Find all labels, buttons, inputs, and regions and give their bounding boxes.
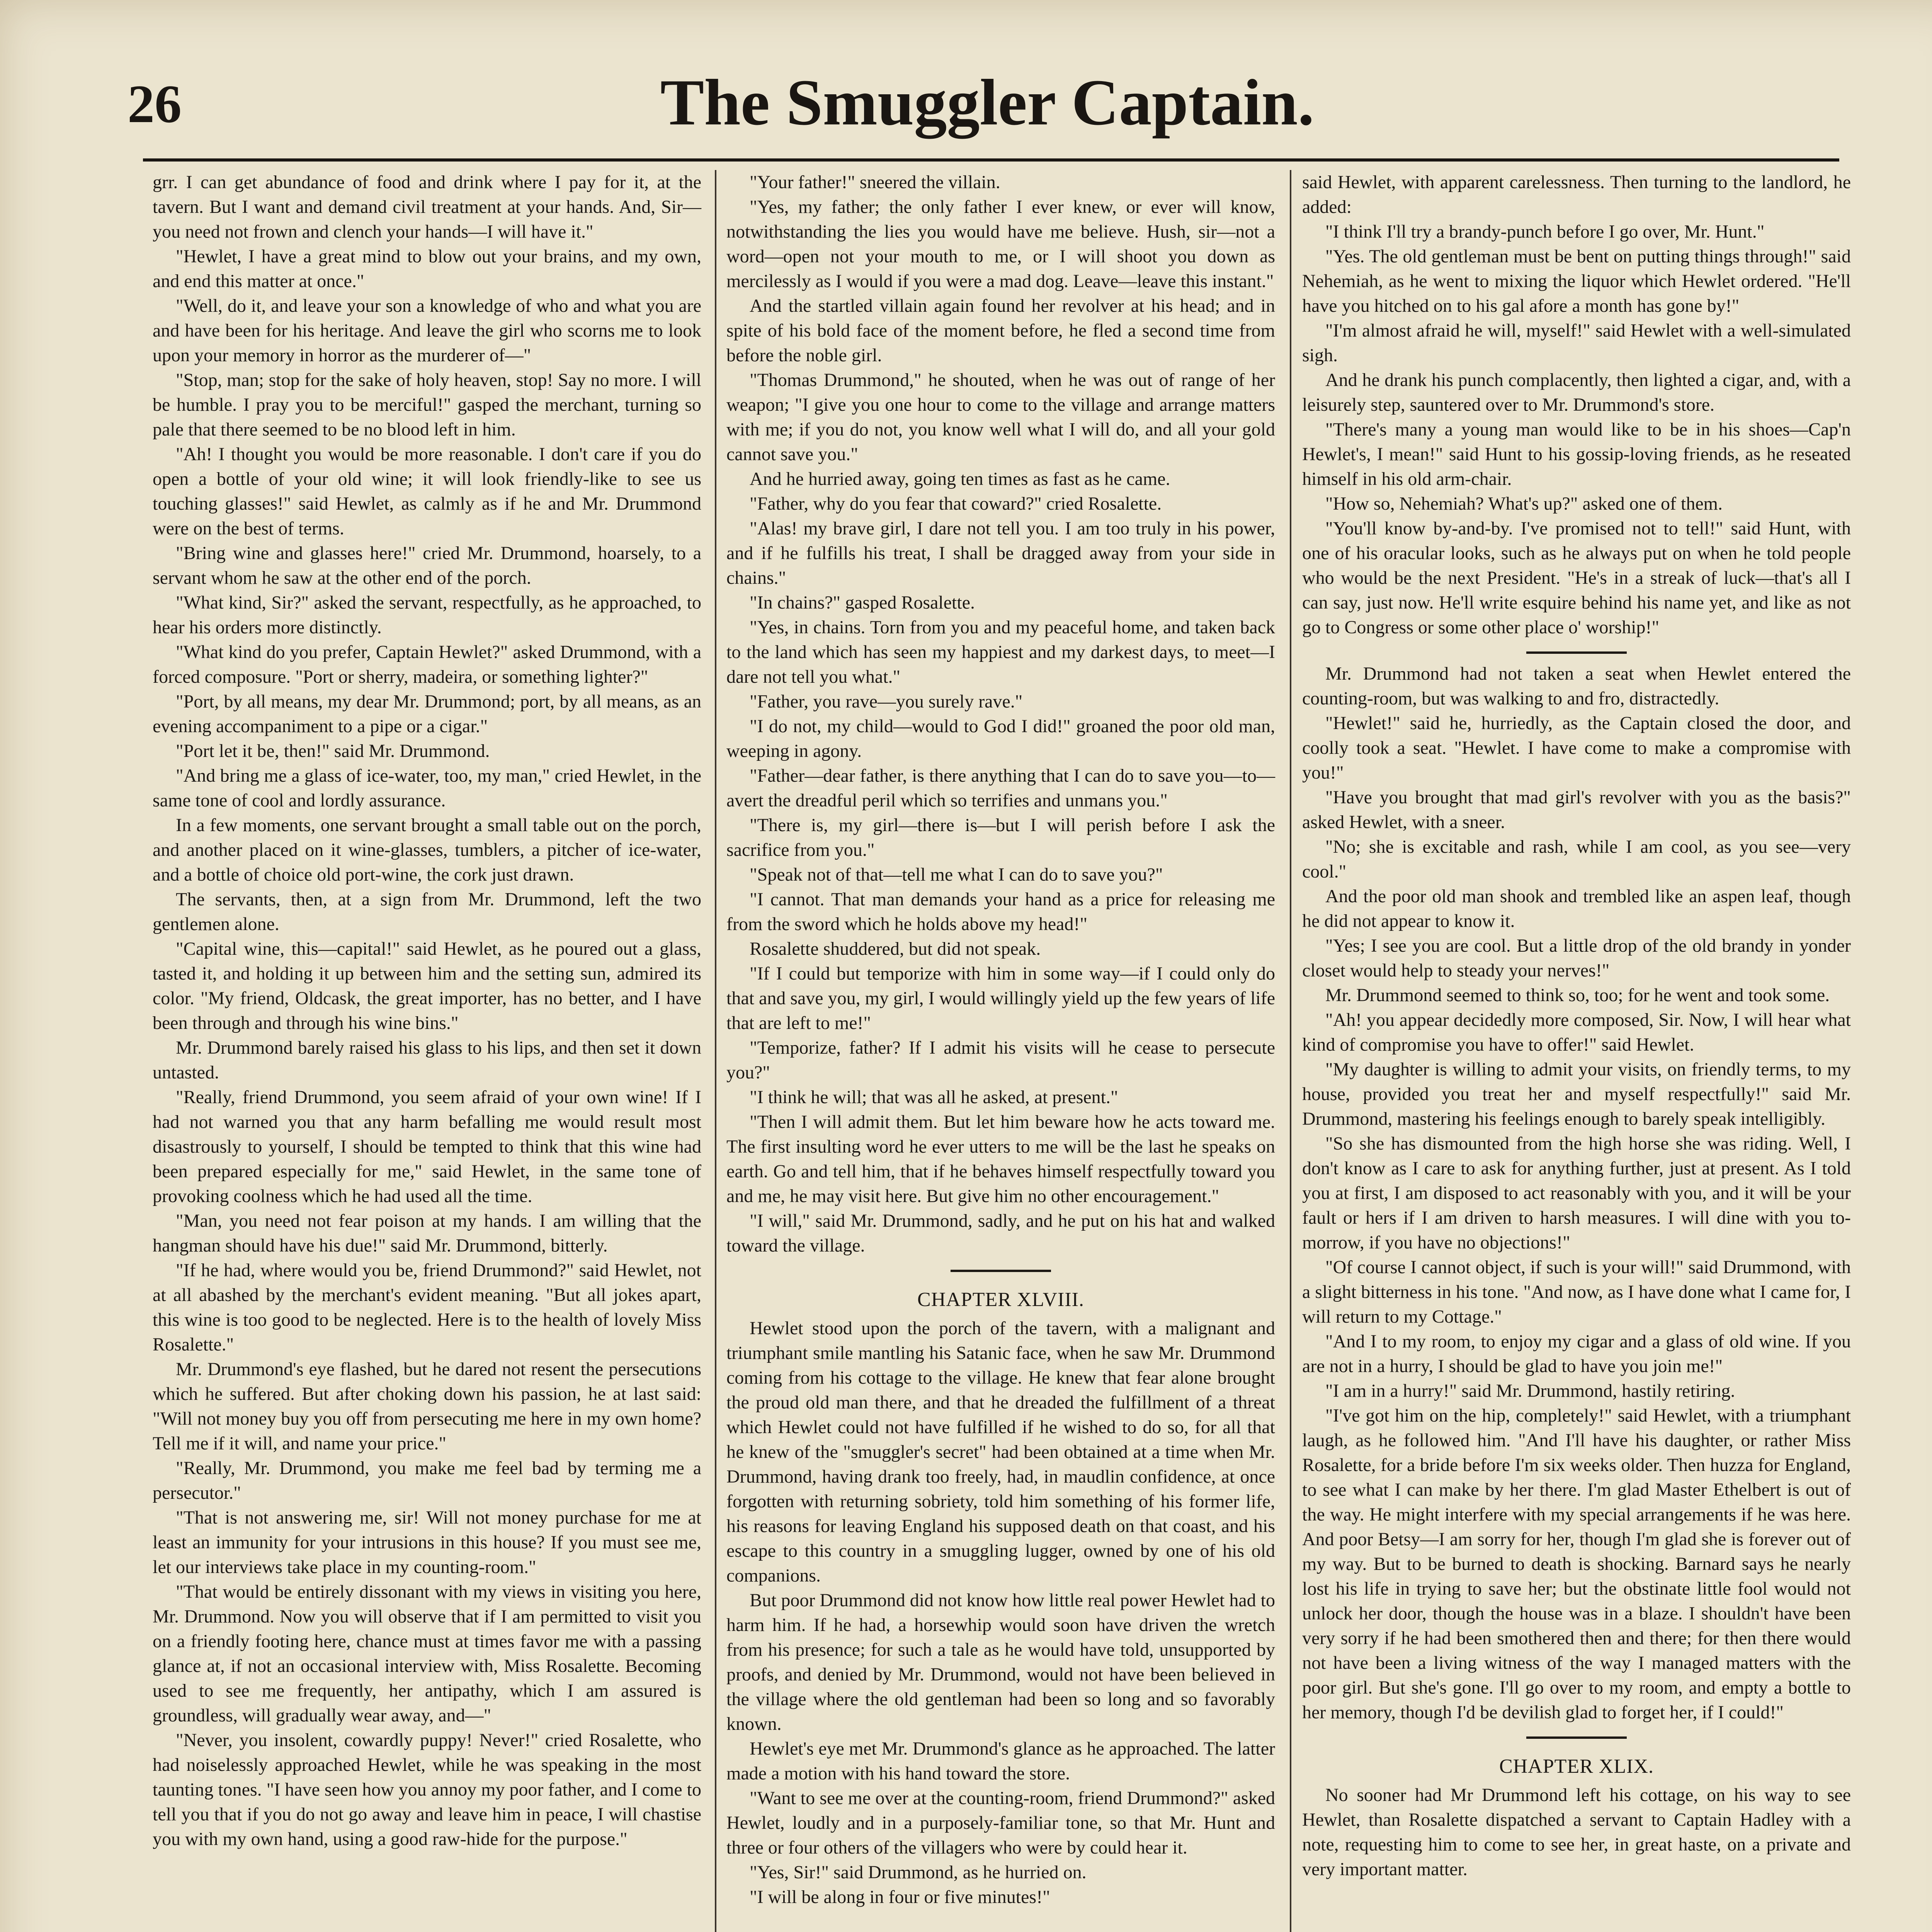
paragraph: "My daughter is willing to admit your visits, on friendly terms, to my house, provided you treat her and myself respectfully!" said Mr. Drummond, mastering his feelings enough to barely speak intelligibly. — [1302, 1059, 1851, 1129]
paragraph: Mr. Drummond seemed to think so, too; for he went and took some. — [1325, 985, 1830, 1005]
paragraph: And the startled villain again found her revolver at his head; and in spite of his bold face of the moment before, he fled a second time from before the noble girl. — [726, 296, 1275, 366]
paragraph: Mr. Drummond had not taken a seat when Hewlet entered the counting-room, but was walking to and fro, distractedly. — [1302, 663, 1851, 709]
paragraph: Mr. Drummond's eye flashed, but he dared not resent the persecutions which he suffered. But after choking down his passion, he at last said: "Will not money buy you off from persecuting me here in my own home? Tell me if it will, and name your price." — [153, 1359, 701, 1454]
paragraph: "Capital wine, this—capital!" said Hewlet, as he poured out a glass, tasted it, and holding it up between him and the setting sun, admired its color. "My friend, Oldcask, the great importer, has no better, and I have been through and through his wine bins." — [153, 939, 701, 1033]
paragraph: "Yes, in chains. Torn from you and my peaceful home, and taken back to the land which has seen my happiest and my darkest days, to meet—I dare not tell you what." — [726, 617, 1275, 687]
paragraph: "Well, do it, and leave your son a knowledge of who and what you are and have been for his heritage. And leave the girl who scorns me to look upon your memory in horror as the murderer of—" — [153, 296, 701, 366]
paragraph: "There's many a young man would like to be in his shoes—Cap'n Hewlet's, I mean!" said Hunt to his gossip-loving friends, as he reseated himself in his old arm-chair. — [1302, 419, 1851, 489]
paragraph: "Hewlet, I have a great mind to blow out your brains, and my own, and end this matter at once." — [153, 246, 701, 291]
paragraph: Hewlet's eye met Mr. Drummond's glance as he approached. The latter made a motion with his hand toward the store. — [726, 1738, 1275, 1784]
paragraph: "Yes, my father; the only father I ever knew, or ever will know, notwithstanding the lies you would have me believe. Hush, sir—not a word—open not your mouth to me, or I will shoot you down as mercilessly as I would if you were a mad dog. Leave—leave this instant." — [726, 197, 1275, 291]
paragraph: "If I could but temporize with him in some way—if I could only do that and save you, my girl, I would willingly yield up the few years of life that are left to me!" — [726, 963, 1275, 1033]
paragraph: "I am in a hurry!" said Mr. Drummond, hastily retiring. — [1325, 1381, 1735, 1401]
paragraph: "I think he will; that was all he asked, at present." — [750, 1087, 1118, 1107]
paragraph: And he drank his punch complacently, then lighted a cigar, and, with a leisurely step, sauntered over to Mr. Drummond's store. — [1302, 370, 1851, 415]
section-separator — [1526, 651, 1627, 654]
paragraph: "No; she is excitable and rash, while I am cool, as you see—very cool." — [1302, 837, 1851, 882]
paragraph: "And bring me a glass of ice-water, too, my man," cried Hewlet, in the same tone of cool and lordly assurance. — [153, 765, 701, 811]
paragraph: "Really, Mr. Drummond, you make me feel bad by terming me a persecutor." — [153, 1458, 701, 1503]
paragraph: "Then I will admit them. But let him beware how he acts toward me. The first insulting word he ever utters to me will be the last he speaks on earth. Go and tell him, that if he behaves himself respectfully toward you and me, he may visit here. But give him no other encouragement." — [726, 1112, 1275, 1206]
header-rule — [143, 158, 1839, 162]
paragraph: "Really, friend Drummond, you seem afraid of your own wine! If I had not warned you that any harm befalling me would result most disastrously to yourself, I should be tempted to think that this wine had been prepared especially for me," said Hewlet, in the same tone of provoking coolness which he had used all the time. — [153, 1087, 701, 1206]
text-column-1 — [153, 170, 701, 1852]
chapter-heading: CHAPTER XLIX. — [1499, 1755, 1654, 1777]
paragraph: "I will," said Mr. Drummond, sadly, and he put on his hat and walked toward the village. — [726, 1211, 1275, 1256]
text-column-2 — [726, 170, 1275, 1910]
paragraph: "Temporize, father? If I admit his visits will he cease to persecute you?" — [726, 1037, 1275, 1083]
paragraph: And he hurried away, going ten times as fast as he came. — [750, 469, 1170, 489]
paragraph: "That is not answering me, sir! Will not money purchase for me at least an immunity for your intrusions in this house? If you must see me, let our interviews take place in my counting-room." — [153, 1507, 701, 1577]
page-title: The Smuggler Captain. — [660, 66, 1315, 139]
page-number: 26 — [128, 74, 182, 134]
paragraph: "Want to see me over at the counting-room, friend Drummond?" asked Hewlet, loudly and in a purposely-familiar tone, so that Mr. Hunt and three or four others of the villagers who were by could hear it. — [726, 1788, 1275, 1858]
paragraph: "Stop, man; stop for the sake of holy heaven, stop! Say no more. I will be humble. I pray you to be merciful!" gasped the merchant, turning so pale that there seemed to be no blood left in him. — [153, 370, 701, 440]
section-separator — [1526, 1736, 1627, 1739]
paragraph: Hewlet stood upon the porch of the tavern, with a malignant and triumphant smile mantling his Satanic face, when he saw Mr. Drummond coming from his cottage to the village. He knew that fear alone brought the proud old man there, and that he dreaded the fulfillment of a threat which Hewlet could not have fulfilled if he wished to do so, for all that he knew of the "smuggler's secret" had been obtained at a time when Mr. Drummond, having drank too freely, had, in maudlin confidence, at once forgotten with returning sobriety, told him something of his former life, his reasons for leaving England his supposed death on that coast, and his escape to this country in a smuggling lugger, owned by one of his old companions. — [726, 1318, 1275, 1586]
paragraph: "Ah! I thought you would be more reasonable. I don't care if you do open a bottle of your old wine; it will look friendly-like to see us touching glasses!" said Hewlet, as calmly as if he and Mr. Drummond were on the best of terms. — [153, 444, 701, 539]
paragraph: said Hewlet, with apparent carelessness. Then turning to the landlord, he added: — [1302, 172, 1851, 217]
paragraph: "I think I'll try a brandy-punch before I go over, Mr. Hunt." — [1325, 221, 1765, 242]
paragraph: "Of course I cannot object, if such is your will!" said Drummond, with a slight bitterness in his tone. "And now, as I have done what I came for, I will return to my Cottage." — [1302, 1257, 1851, 1327]
paragraph: "I'm almost afraid he will, myself!" said Hewlet with a well-simulated sigh. — [1302, 320, 1851, 366]
paragraph: "Alas! my brave girl, I dare not tell you. I am too truly in his power, and if he fulfills his treat, I shall be dragged away from your side in chains." — [726, 518, 1275, 588]
paragraph: "Man, you need not fear poison at my hands. I am willing that the hangman should have his due!" said Mr. Drummond, bitterly. — [153, 1211, 701, 1256]
paragraph: The servants, then, at a sign from Mr. Drummond, left the two gentlemen alone. — [153, 889, 701, 934]
paragraph: "What kind, Sir?" asked the servant, respectfully, as he approached, to hear his orders more distinctly. — [153, 592, 701, 638]
paragraph: "There is, my girl—there is—but I will perish before I ask the sacrifice from you." — [726, 815, 1275, 860]
paragraph: Rosalette shuddered, but did not speak. — [750, 939, 1041, 959]
paragraph: "How so, Nehemiah? What's up?" asked one of them. — [1325, 493, 1723, 514]
paragraph: "Never, you insolent, cowardly puppy! Never!" cried Rosalette, who had noiselessly approached Hewlet, while he was speaking in the most taunting tones. "I have seen how you annoy my poor father, and I come to tell you that if you do not go away and leave him in peace, I will chastise you with my own hand, using a good raw-hide for the purpose." — [153, 1730, 701, 1849]
paragraph: "Port, by all means, my dear Mr. Drummond; port, by all means, as an evening accompaniment to a pipe or a cigar." — [153, 691, 701, 736]
paragraph: "And I to my room, to enjoy my cigar and a glass of old wine. If you are not in a hurry, I should be glad to have you join me!" — [1302, 1331, 1851, 1376]
paragraph: "Hewlet!" said he, hurriedly, as the Captain closed the door, and coolly took a seat. "Hewlet. I have come to make a compromise with you!" — [1302, 713, 1851, 783]
section-separator — [951, 1270, 1051, 1272]
paragraph: "Yes; I see you are cool. But a little drop of the old brandy in yonder closet would help to steady your nerves!" — [1302, 935, 1851, 981]
paragraph: "Father, why do you fear that coward?" cried Rosalette. — [750, 493, 1162, 514]
paragraph: "I cannot. That man demands your hand as a price for releasing me from the sword which he holds above my head!" — [726, 889, 1275, 934]
paragraph: "In chains?" gasped Rosalette. — [750, 592, 975, 613]
paragraph: grr. I can get abundance of food and drink where I pay for it, at the tavern. But I want and demand civil treatment at your hands. And, Sir—you need not frown and clench your hands—I will have it." — [153, 172, 701, 242]
paragraph: "What kind do you prefer, Captain Hewlet?" asked Drummond, with a forced composure. "Port or sherry, madeira, or something lighter?" — [153, 642, 701, 687]
paragraph: "Speak not of that—tell me what I can do to save you?" — [750, 864, 1163, 885]
paragraph: "Port let it be, then!" said Mr. Drummond. — [176, 741, 490, 761]
paragraph: "I do not, my child—would to God I did!" groaned the poor old man, weeping in agony. — [726, 716, 1275, 761]
text-column-3 — [1302, 170, 1851, 1882]
paragraph: "Bring wine and glasses here!" cried Mr. Drummond, hoarsely, to a servant whom he saw at the other end of the porch. — [153, 543, 701, 588]
paragraph: "That would be entirely dissonant with my views in visiting you here, Mr. Drummond. Now you will observe that if I am permitted to visit you on a friendly footing here, chance must at times favor me with a passing glance at, if not an occasional interview with, Miss Rosalette. Becoming used to see me frequently, her antipathy, which I am assured is groundless, will gradually wear away, and—" — [153, 1582, 701, 1726]
paragraph: In a few moments, one servant brought a small table out on the porch, and another placed on it wine-glasses, tumblers, a pitcher of ice-water, and a bottle of choice old port-wine, the cork just drawn. — [153, 815, 701, 885]
column-divider — [715, 170, 716, 1932]
paragraph: "Father, you rave—you surely rave." — [750, 691, 1023, 712]
paragraph: "Father—dear father, is there anything that I can do to save you—to—avert the dreadful peril which so terrifies and unmans you." — [726, 765, 1275, 811]
paragraph: No sooner had Mr Drummond left his cottage, on his way to see Hewlet, than Rosalette dispatched a servant to Captain Hadley with a note, requesting him to come to see her, in great haste, on a private and very important matter. — [1302, 1785, 1851, 1879]
paragraph: "If he had, where would you be, friend Drummond?" said Hewlet, not at all abashed by the merchant's evident meaning. "But all jokes apart, this wine is too good to be neglected. Here is to the health of lovely Miss Rosalette." — [153, 1260, 701, 1355]
paragraph: "Thomas Drummond," he shouted, when he was out of range of her weapon; "I give you one hour to come to the village and arrange matters with me; if you do not, you know well what I will do, and all your gold cannot save you." — [726, 370, 1275, 464]
paragraph: Mr. Drummond barely raised his glass to his lips, and then set it down untasted. — [153, 1037, 701, 1083]
paragraph: But poor Drummond did not know how little real power Hewlet had to harm him. If he had, a horsewhip would soon have driven the wretch from his presence; for such a tale as he would have told, unsupported by proofs, and denied by Mr. Drummond, would not have been believed in the village where the old gentleman had been so long and so favorably known. — [726, 1590, 1275, 1734]
paragraph: "Yes. The old gentleman must be bent on putting things through!" said Nehemiah, as he went to mixing the liquor which Hewlet ordered. "He'll have you hitched on to his gal afore a month has gone by!" — [1302, 246, 1851, 316]
paragraph: "I've got him on the hip, completely!" said Hewlet, with a triumphant laugh, as he followed him. "And I'll have his daughter, or rather Miss Rosalette, for a bride before I'm six weeks older. Then huzza for England, to see what I can make by her there. I'm glad Master Ethelbert is out of the way. He might interfere with my special arrangements if he was here. And poor Betsy—I am sorry for her, though I'm glad she is forever out of my way. But to be burned to death is shocking. Barnard says he nearly lost his life in trying to save her; but the obstinate little fool would not unlock her door, though the house was in a blaze. I shouldn't have been very sorry if he had been smothered then and there; for then there would not have been a living witness of the way I managed matters with the poor girl. But she's gone. I'll go over to my room, and empty a bottle to her memory, though I'd be devilish glad to forget her, if I could!" — [1302, 1405, 1851, 1723]
paragraph: And the poor old man shook and trembled like an aspen leaf, though he did not appear to know it. — [1302, 886, 1851, 931]
paragraph: "Yes, Sir!" said Drummond, as he hurried on. — [750, 1862, 1087, 1883]
paragraph: "So she has dismounted from the high horse she was riding. Well, I don't know as I care to ask for anything further, just at present. As I told you at first, I am disposed to act reasonably with you, and it will be your fault or hers if I am driven to harsh measures. I will dine with you to-morrow, if you have no objections!" — [1302, 1133, 1851, 1253]
paragraph: "Have you brought that mad girl's revolver with you as the basis?" asked Hewlet, with a sneer. — [1302, 787, 1851, 832]
paragraph: "Ah! you appear decidedly more composed, Sir. Now, I will hear what kind of compromise you have to offer!" said Hewlet. — [1302, 1010, 1851, 1055]
chapter-heading: CHAPTER XLVIII. — [917, 1289, 1084, 1311]
paragraph: "I will be along in four or five minutes!" — [750, 1887, 1050, 1907]
paragraph: "Your father!" sneered the villain. — [750, 172, 1000, 192]
column-divider — [1290, 170, 1291, 1932]
paragraph: "You'll know by-and-by. I've promised not to tell!" said Hunt, with one of his oracular looks, such as he always put on when he told people who would be the next President. "He's in a streak of luck—that's all I can say, just now. He'll write esquire behind his name yet, and like as not go to Congress or some other place o' worship!" — [1302, 518, 1851, 638]
